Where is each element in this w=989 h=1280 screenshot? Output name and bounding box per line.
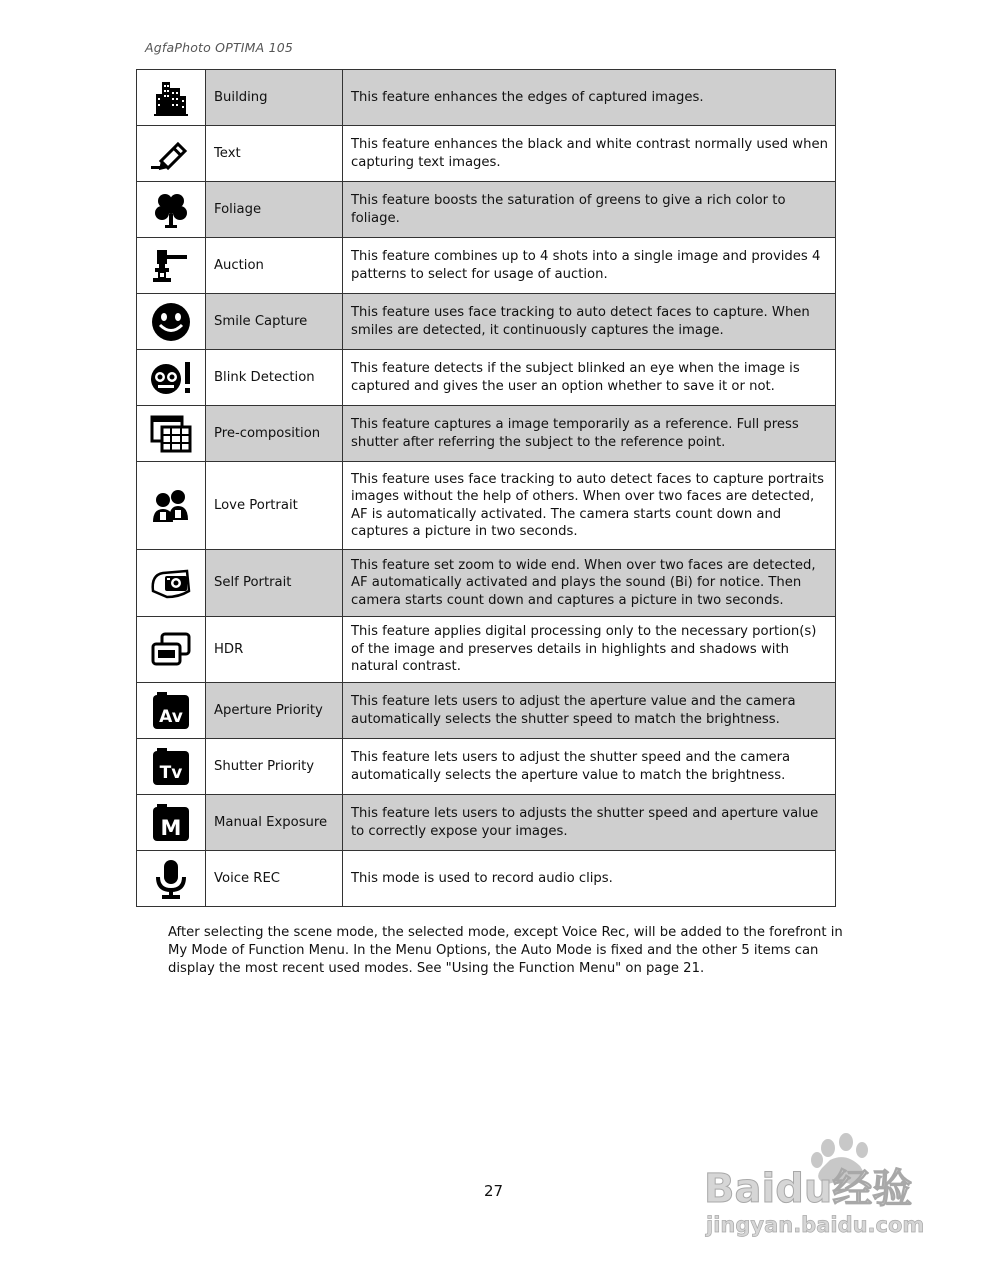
mode-description: This feature uses face tracking to auto detect faces to capture portraits images without the help of others. When over two faces are detected, AF is automatically activated. The camera starts count down and captures a picture in two seconds. bbox=[343, 462, 836, 550]
table-row bbox=[137, 739, 836, 795]
mode-description: This feature captures a image temporarily as a reference. Full press shutter after referring the subject to the reference point. bbox=[343, 406, 836, 462]
grid-frame-icon bbox=[146, 411, 196, 457]
svg-text:Tv: Tv bbox=[159, 762, 183, 783]
tv-icon bbox=[146, 744, 196, 790]
table-row bbox=[137, 795, 836, 851]
mode-description: This feature lets users to adjusts the shutter speed and aperture value to correctly expose your images. bbox=[343, 795, 836, 851]
mode-description: This feature lets users to adjust the shutter speed and the camera automatically selects the aperture value to match the brightness. bbox=[343, 739, 836, 795]
mode-description: This feature boosts the saturation of greens to give a rich color to foliage. bbox=[343, 182, 836, 238]
table-row bbox=[137, 126, 836, 182]
baidu-watermark-logo bbox=[700, 1130, 940, 1240]
table-row bbox=[137, 550, 836, 617]
mode-description: This feature enhances the edges of captured images. bbox=[343, 70, 836, 126]
blink-icon bbox=[146, 355, 196, 401]
table-row bbox=[137, 238, 836, 294]
mode-name: Love Portrait bbox=[206, 462, 343, 550]
mode-description: This feature enhances the black and white contrast normally used when capturing text images. bbox=[343, 126, 836, 182]
couple-icon bbox=[146, 483, 196, 529]
mode-name: Shutter Priority bbox=[206, 739, 343, 795]
mode-name: Self Portrait bbox=[206, 550, 343, 617]
table-row bbox=[137, 294, 836, 350]
table-row bbox=[137, 617, 836, 683]
mode-description: This feature combines up to 4 shots into a single image and provides 4 patterns to select for usage of auction. bbox=[343, 238, 836, 294]
body-paragraph: After selecting the scene mode, the selected mode, except Voice Rec, will be added to the forefront in My Mode of Function Menu. In the Menu Options, the Auto Mode is fixed and the other 5 items can display the most recent used modes. See "Using the Function Menu" on page 21. bbox=[168, 925, 843, 976]
hand-camera-icon bbox=[146, 560, 196, 606]
table-row bbox=[137, 462, 836, 550]
mode-name: Blink Detection bbox=[206, 350, 343, 406]
gavel-icon bbox=[146, 243, 196, 289]
mode-name: Manual Exposure bbox=[206, 795, 343, 851]
table-row bbox=[137, 70, 836, 126]
page-number: 27 bbox=[484, 1182, 504, 1200]
mode-description: This feature applies digital processing only to the necessary portion(s) of the image and preserves details in highlights and shadows with natural contrast. bbox=[343, 617, 836, 683]
mode-name: Pre-composition bbox=[206, 406, 343, 462]
table-row bbox=[137, 182, 836, 238]
svg-text:Av: Av bbox=[159, 706, 183, 727]
table-row bbox=[137, 683, 836, 739]
mode-name: Auction bbox=[206, 238, 343, 294]
mode-name: HDR bbox=[206, 617, 343, 683]
mode-description: This feature set zoom to wide end. When over two faces are detected, AF automatically activated and plays the sound (Bi) for notice. Then camera starts count down and captures a picture in two seconds. bbox=[343, 550, 836, 617]
mode-name: Text bbox=[206, 126, 343, 182]
table-row bbox=[137, 851, 836, 907]
smiley-icon bbox=[146, 299, 196, 345]
mode-name: Aperture Priority bbox=[206, 683, 343, 739]
mode-name: Smile Capture bbox=[206, 294, 343, 350]
scene-mode-table bbox=[136, 69, 836, 907]
hdr-icon bbox=[146, 627, 196, 673]
mode-description: This feature uses face tracking to auto detect faces to capture. When smiles are detected, it continuously captures the image. bbox=[343, 294, 836, 350]
mode-name: Foliage bbox=[206, 182, 343, 238]
mode-name: Building bbox=[206, 70, 343, 126]
m-icon bbox=[146, 800, 196, 846]
av-icon bbox=[146, 688, 196, 734]
watermark-url: jingyan.baidu.com bbox=[706, 1213, 925, 1237]
svg-text:M: M bbox=[160, 815, 182, 840]
clover-icon bbox=[146, 187, 196, 233]
mode-name: Voice REC bbox=[206, 851, 343, 907]
mode-description: This feature detects if the subject blinked an eye when the image is captured and gives the user an option whether to save it or not. bbox=[343, 350, 836, 406]
watermark-brand: Baidu经验 bbox=[704, 1166, 913, 1212]
table-row bbox=[137, 350, 836, 406]
mode-description: This feature lets users to adjust the aperture value and the camera automatically selects the shutter speed to match the brightness. bbox=[343, 683, 836, 739]
document-header: AgfaPhoto OPTIMA 105 bbox=[145, 40, 294, 55]
mode-description: This mode is used to record audio clips. bbox=[343, 851, 836, 907]
pencil-icon bbox=[146, 131, 196, 177]
microphone-icon bbox=[146, 856, 196, 902]
building-icon bbox=[146, 75, 196, 121]
table-row bbox=[137, 406, 836, 462]
